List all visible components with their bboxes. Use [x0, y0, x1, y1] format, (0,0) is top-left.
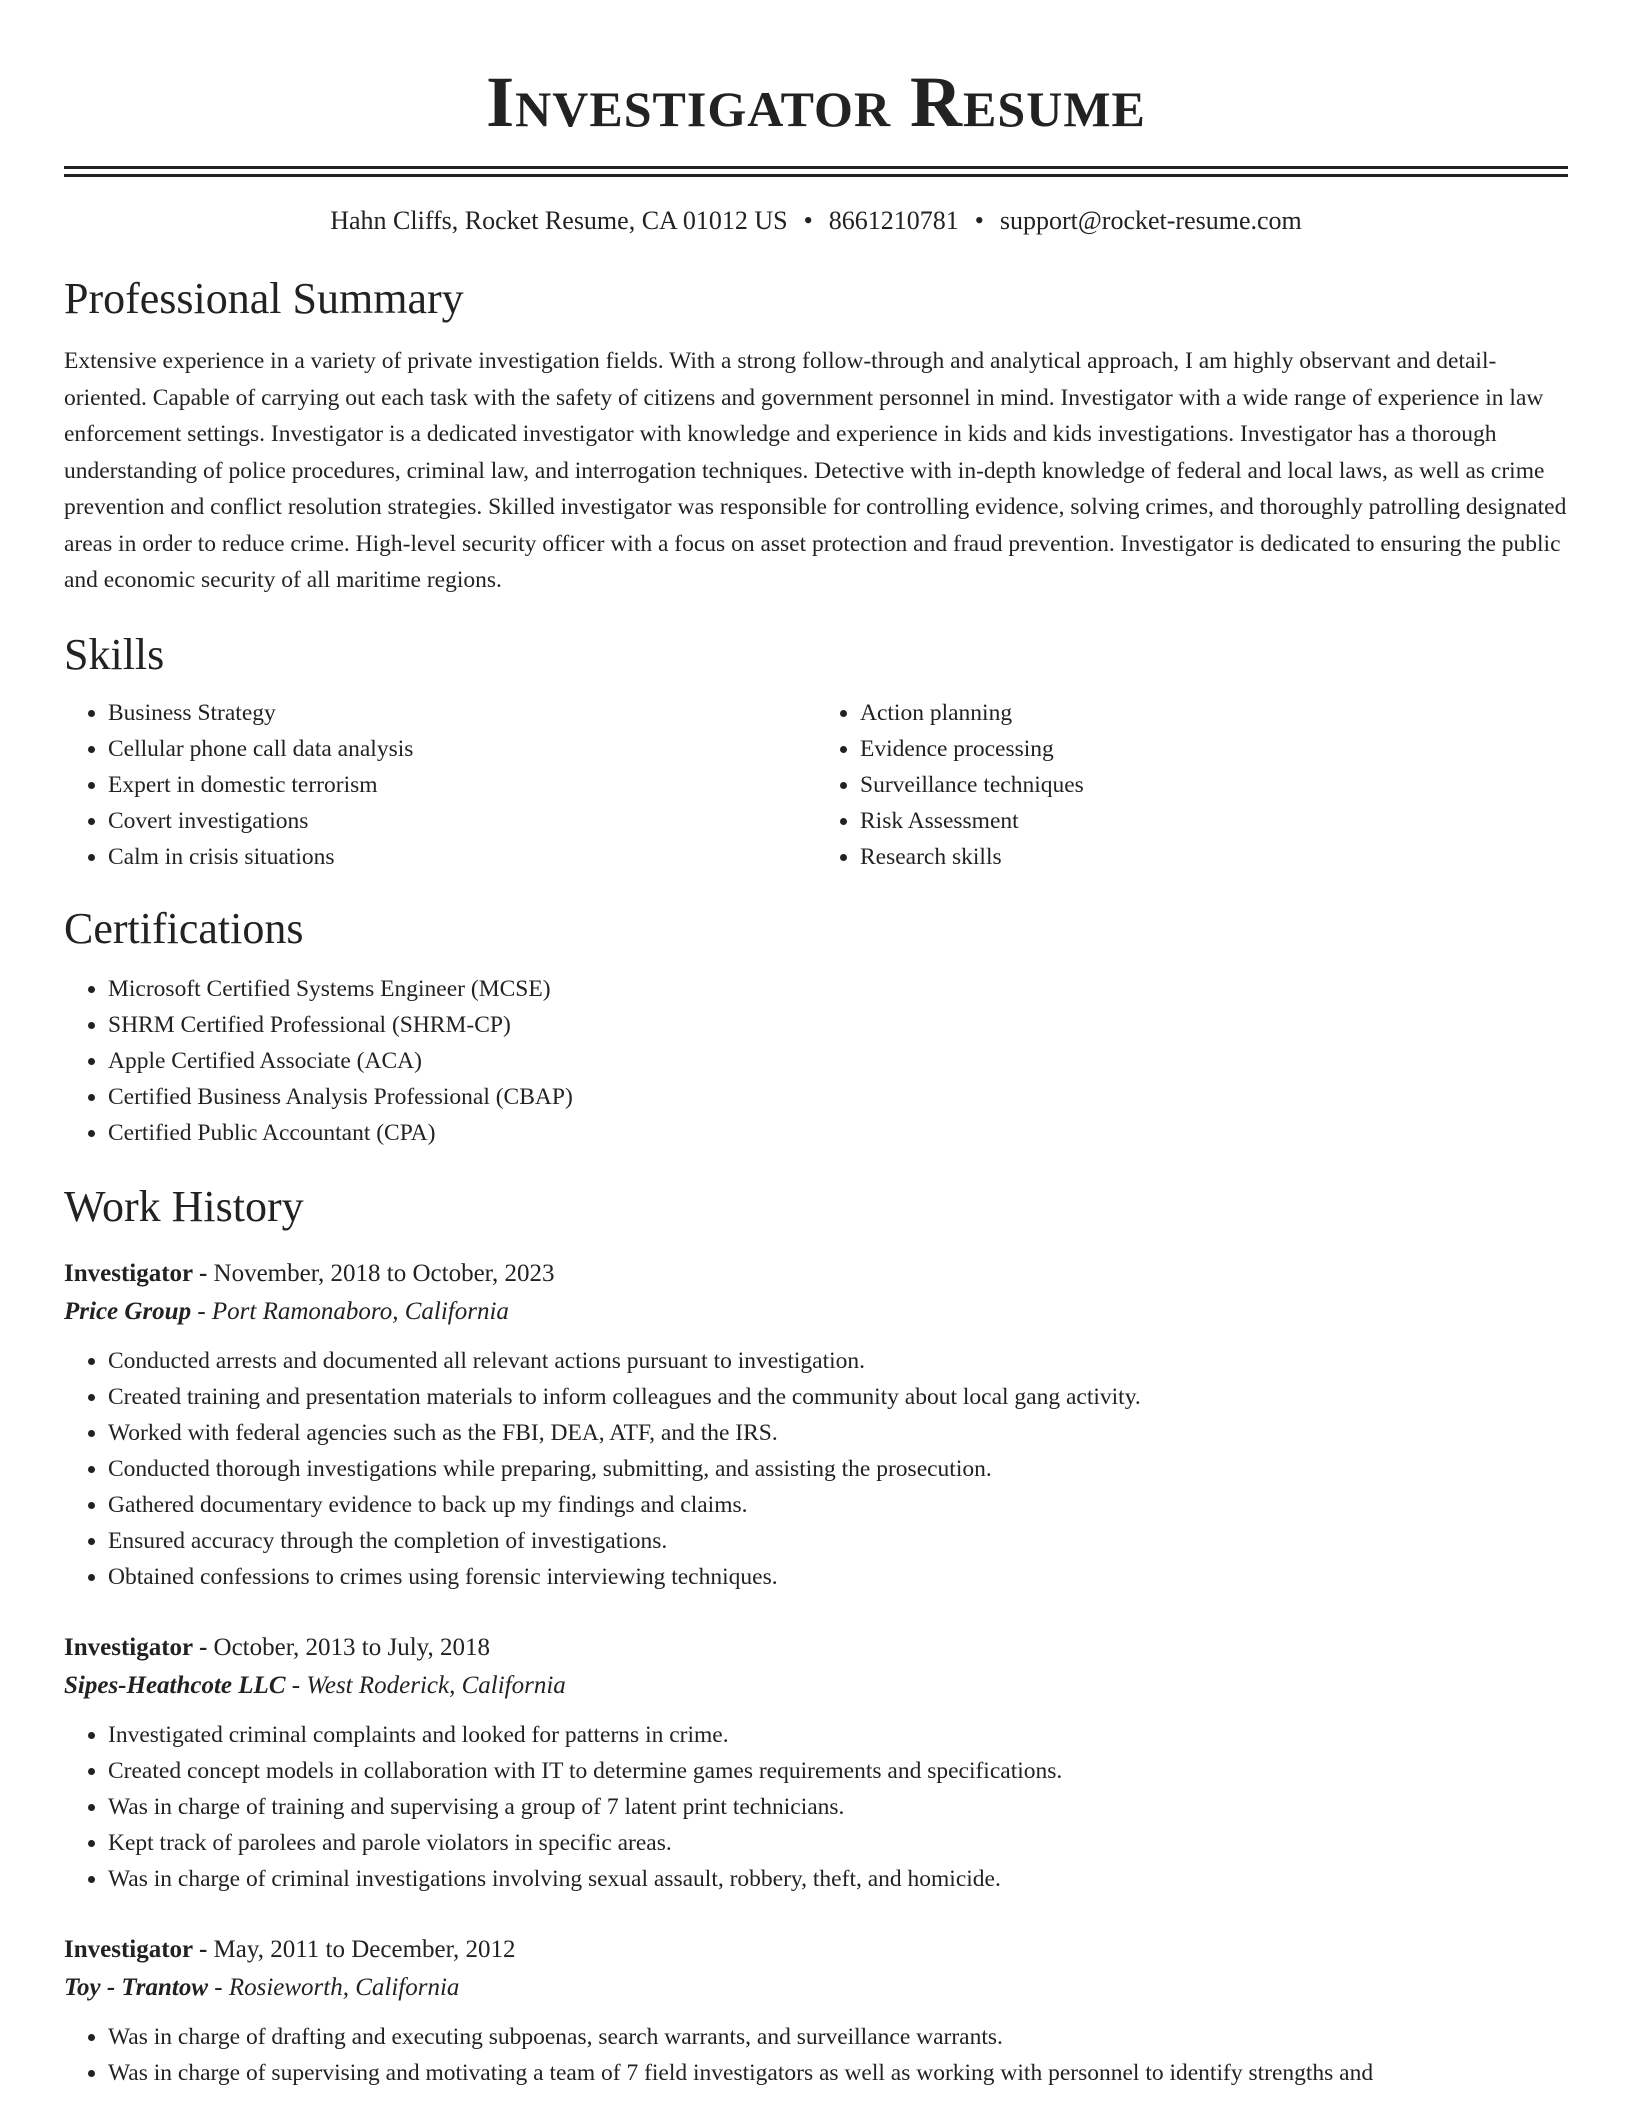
contact-address: Hahn Cliffs, Rocket Resume, CA 01012 US	[330, 206, 788, 235]
job-bullet: • Was in charge of drafting and executing subpoenas, search warrants, and surveillance warrants.	[108, 2019, 1568, 2055]
certifications-heading: Certifications	[64, 903, 304, 953]
job-title: Investigator	[64, 1633, 193, 1661]
job-dates: November, 2018 to October, 2023	[213, 1259, 555, 1287]
job-company-line: Sipes-Heathcote LLC - West Roderick, California	[64, 1671, 566, 1699]
certification-item: • Apple Certified Associate (ACA)	[108, 1043, 1568, 1079]
skill-item: • Risk Assessment	[860, 803, 1568, 839]
job-bullet: • Investigated criminal complaints and looked for patterns in crime.	[108, 1717, 1568, 1753]
job-bullet: • Ensured accuracy through the completion of investigations.	[108, 1523, 1568, 1559]
skill-item: • Covert investigations	[108, 803, 816, 839]
job-entry	[64, 1629, 1568, 1897]
skills-list-right	[816, 695, 1568, 875]
job-entry	[64, 1931, 1568, 2091]
skill-item: • Research skills	[860, 839, 1568, 875]
job-company: Toy - Trantow	[64, 1973, 208, 2001]
job-bullet: • Conducted arrests and documented all relevant actions pursuant to investigation.	[108, 1343, 1568, 1379]
summary-text: Extensive experience in a variety of private investigation fields. With a strong follow-through and analytical approach, I am highly observant and detail-oriented. Capable of carrying out each task with the safety of citizens and government personnel in mind. Investigator with a wide range of experience in law enforcement settings. Investigator is a dedicated investigator with knowledge and experience in kids and kids investigations. Investigator has a thorough understanding of police procedures, criminal law, and interrogation techniques. Detective with in-depth knowledge of federal and local laws, as well as crime prevention and conflict resolution strategies. Skilled investigator was responsible for controlling evidence, solving crimes, and thoroughly patrolling designated areas in order to reduce crime. High-level security officer with a focus on asset protection and fraud prevention. Investigator is dedicated to ensuring the public and economic security of all maritime regions.	[64, 348, 1567, 593]
job-bullet: • Kept track of parolees and parole violators in specific areas.	[108, 1825, 1568, 1861]
skills-heading: Skills	[64, 629, 165, 679]
job-title: Investigator	[64, 1259, 193, 1287]
job-location: West Roderick, California	[306, 1671, 566, 1699]
skills-grid	[64, 681, 1568, 875]
contact-email: support@rocket-resume.com	[999, 206, 1302, 235]
job-company: Sipes-Heathcote LLC	[64, 1671, 286, 1699]
job-title: Investigator	[64, 1935, 193, 1963]
job-title-line: Investigator - May, 2011 to December, 2012	[64, 1935, 516, 1963]
job-bullet: • Was in charge of training and supervising a group of 7 latent print technicians.	[108, 1789, 1568, 1825]
certification-item: • Certified Business Analysis Professional (CBAP)	[108, 1079, 1568, 1115]
job-bullet: • Was in charge of supervising and motivating a team of 7 field investigators as well as working with personnel to identify strengths and	[108, 2055, 1568, 2091]
job-dates: October, 2013 to July, 2018	[213, 1633, 491, 1661]
job-bullet: • Gathered documentary evidence to back up my findings and claims.	[108, 1487, 1568, 1523]
job-bullet: • Created concept models in collaboration with IT to determine games requirements and specifications.	[108, 1753, 1568, 1789]
contact-separator: •	[974, 206, 984, 235]
job-bullet: • Conducted thorough investigations while preparing, submitting, and assisting the prosecution.	[108, 1451, 1568, 1487]
title-double-rule	[64, 166, 1568, 177]
job-bullets	[64, 2019, 1568, 2091]
job-location: Port Ramonaboro, California	[211, 1297, 509, 1325]
job-bullet: • Was in charge of criminal investigations involving sexual assault, robbery, theft, and homicide.	[108, 1861, 1568, 1897]
job-bullets	[64, 1717, 1568, 1897]
job-bullet: • Created training and presentation materials to inform colleagues and the community about local gang activity.	[108, 1379, 1568, 1415]
skill-item: • Expert in domestic terrorism	[108, 767, 816, 803]
work-history-heading: Work History	[64, 1181, 304, 1231]
job-title-line: Investigator - October, 2013 to July, 2018	[64, 1633, 491, 1661]
contact-separator: •	[803, 206, 813, 235]
job-bullets	[64, 1343, 1568, 1595]
certifications-list	[64, 971, 1568, 1151]
contact-line	[64, 205, 1568, 237]
job-bullet: • Worked with federal agencies such as the FBI, DEA, ATF, and the IRS.	[108, 1415, 1568, 1451]
certification-item: • SHRM Certified Professional (SHRM-CP)	[108, 1007, 1568, 1043]
job-company: Price Group	[64, 1297, 192, 1325]
summary-heading: Professional Summary	[64, 274, 464, 323]
resume-title: Investigator Resume	[486, 62, 1146, 142]
job-company-line: Toy - Trantow - Rosieworth, California	[64, 1973, 460, 2001]
job-entry	[64, 1255, 1568, 1595]
job-location: Rosieworth, California	[228, 1973, 460, 2001]
skill-item: • Calm in crisis situations	[108, 839, 816, 875]
job-title-line: Investigator - November, 2018 to October, 2023	[64, 1259, 555, 1287]
skill-item: • Action planning	[860, 695, 1568, 731]
skill-item: • Evidence processing	[860, 731, 1568, 767]
skill-item: • Business Strategy	[108, 695, 816, 731]
skill-item: • Surveillance techniques	[860, 767, 1568, 803]
job-bullet: • Obtained confessions to crimes using forensic interviewing techniques.	[108, 1559, 1568, 1595]
skill-item: • Cellular phone call data analysis	[108, 731, 816, 767]
certification-item: • Certified Public Accountant (CPA)	[108, 1115, 1568, 1151]
job-dates: May, 2011 to December, 2012	[213, 1935, 516, 1963]
certification-item: • Microsoft Certified Systems Engineer (MCSE)	[108, 971, 1568, 1007]
skills-list-left	[64, 695, 816, 875]
job-company-line: Price Group - Port Ramonaboro, California	[64, 1297, 509, 1325]
contact-phone: 8661210781	[828, 206, 959, 235]
